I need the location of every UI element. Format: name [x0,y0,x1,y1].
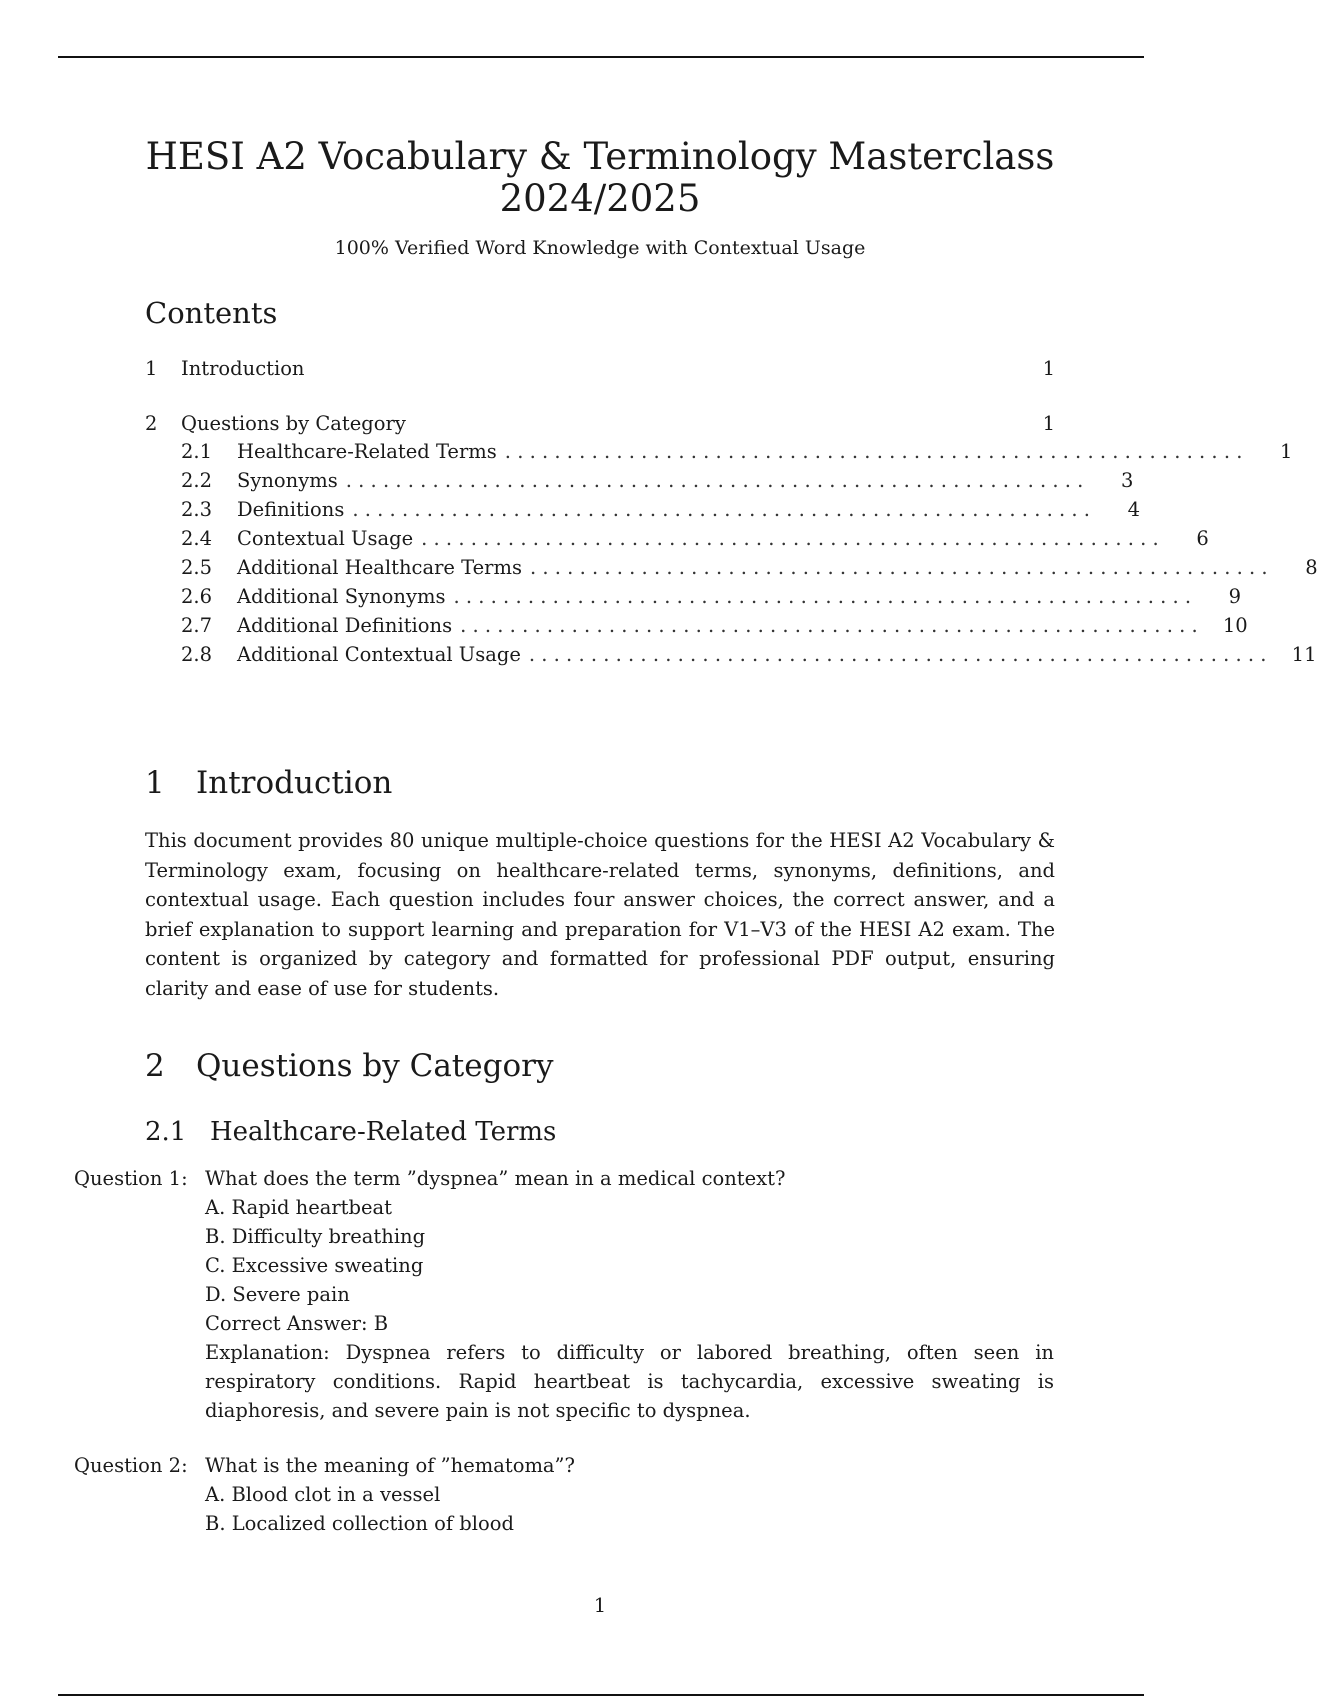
toc-entry[interactable]: 2.5 Additional Healthcare Terms . . . . . . . . . . . . . . . . . . . . . . . . . . . . . . . . . . . . . . . . . . . . . . . . . . . . . . . . . . . . 8 [181,554,1055,582]
introduction-paragraph: This document provides 80 unique multiple-choice questions for the HESI A2 Vocabulary & Terminology exam, focusing on healthcare-related terms, synonyms, definitions, and contextual usage. Each question includes four answer choices, the correct answer, and a brief explanation to support learning and preparation for V1–V3 of the HESI A2 exam. The content is organized by category and formatted for professional PDF output, ensuring clarity and ease of use for students. [145,829,1055,1000]
toc-dot-leader: . . . . . . . . . . . . . . . . . . . . . . . . . . . . . . . . . . . . . . . . . . . . . . . . . . . . . . . . . . . . [421,527,1159,550]
explanation: Explanation: Dyspnea refers to difficulty or labored breathing, often seen in respiratory conditions. Rapid heartbeat is tachycardia, excessive sweating is diaphoresis, and severe pain is not specific to dyspnea. [205,1341,1054,1422]
section-heading-questions: 2 Questions by Category [145,1048,554,1084]
toc-dot-leader: . . . . . . . . . . . . . . . . . . . . . . . . . . . . . . . . . . . . . . . . . . . . . . . . . . . . . . . . . . . . [504,440,1243,463]
toc-dot-leader: . . . . . . . . . . . . . . . . . . . . . . . . . . . . . . . . . . . . . . . . . . . . . . . . . . . . . . . . . . . . [453,585,1192,608]
answer-option: B. Localized collection of blood [205,1512,514,1535]
document-subtitle: 100% Verified Word Knowledge with Contextual Usage [334,237,866,259]
title-line-2: 2024/2025 [499,177,701,220]
document-title [0,136,1200,220]
toc-dot-leader: . . . . . . . . . . . . . . . . . . . . . . . . . . . . . . . . . . . . . . . . . . . . . . . . . . . . . . . . . . . . [352,498,1090,521]
subsection-heading-healthcare-terms: 2.1 Healthcare-Related Terms [145,1117,557,1147]
page-number: 1 [593,1594,607,1617]
question-block [74,1164,1054,1425]
toc-heading: Contents [145,296,278,330]
toc-entry[interactable]: 2.8 Additional Contextual Usage . . . . . . . . . . . . . . . . . . . . . . . . . . . . . . . . . . . . . . . . . . . . . . . . . . . . . . . . . . . . 11 [181,641,1055,669]
toc-entry[interactable]: 2.4 Contextual Usage . . . . . . . . . . . . . . . . . . . . . . . . . . . . . . . . . . . . . . . . . . . . . . . . . . . . . . . . . . . . 6 [181,525,1055,553]
bottom-rule [58,1694,1144,1696]
toc-entry[interactable]: 2.3 Definitions . . . . . . . . . . . . . . . . . . . . . . . . . . . . . . . . . . . . . . . . . . . . . . . . . . . . . . . . . . . . 4 [181,496,1055,524]
toc-entry[interactable]: 2.6 Additional Synonyms . . . . . . . . . . . . . . . . . . . . . . . . . . . . . . . . . . . . . . . . . . . . . . . . . . . . . . . . . . . . 9 [181,583,1055,611]
toc-entry[interactable]: 2 Questions by Category 1 [145,412,1055,435]
section-heading-introduction: 1 Introduction [145,765,393,801]
answer-option: A. Blood clot in a vessel [205,1483,441,1506]
question-text: What does the term ”dyspnea” mean in a medical context? [205,1167,786,1190]
correct-answer: Correct Answer: B [205,1312,389,1335]
toc-dot-leader: . . . . . . . . . . . . . . . . . . . . . . . . . . . . . . . . . . . . . . . . . . . . . . . . . . . . . . . . . . . . [460,614,1198,637]
title-line-1: HESI A2 Vocabulary & Terminology Masterclass [145,135,1055,178]
question-label: Question 1: [74,1167,188,1190]
toc-entry[interactable]: 2.7 Additional Definitions . . . . . . . . . . . . . . . . . . . . . . . . . . . . . . . . . . . . . . . . . . . . . . . . . . . . . . . . . . . . 10 [181,612,1055,640]
toc-dot-leader: . . . . . . . . . . . . . . . . . . . . . . . . . . . . . . . . . . . . . . . . . . . . . . . . . . . . . . . . . . . . [529,556,1268,579]
top-rule [58,56,1144,58]
toc-entry[interactable]: 1 Introduction 1 [145,357,1055,380]
toc-entry[interactable]: 2.2 Synonyms . . . . . . . . . . . . . . . . . . . . . . . . . . . . . . . . . . . . . . . . . . . . . . . . . . . . . . . . . . . . 3 [181,467,1055,495]
answer-option: B. Difficulty breathing [205,1225,426,1248]
question-text: What is the meaning of ”hematoma”? [205,1454,575,1477]
toc-entry[interactable]: 2.1 Healthcare-Related Terms . . . . . . . . . . . . . . . . . . . . . . . . . . . . . . . . . . . . . . . . . . . . . . . . . . . . . . . . . . . . 1 [181,438,1055,466]
toc-dot-leader: . . . . . . . . . . . . . . . . . . . . . . . . . . . . . . . . . . . . . . . . . . . . . . . . . . . . . . . . . . . . [528,643,1267,666]
toc-dot-leader: . . . . . . . . . . . . . . . . . . . . . . . . . . . . . . . . . . . . . . . . . . . . . . . . . . . . . . . . . . . . [345,469,1084,492]
question-label: Question 2: [74,1454,188,1477]
answer-option: D. Severe pain [205,1283,350,1306]
answer-option: C. Excessive sweating [205,1254,424,1277]
answer-option: A. Rapid heartbeat [205,1196,393,1219]
question-block [74,1451,1054,1538]
